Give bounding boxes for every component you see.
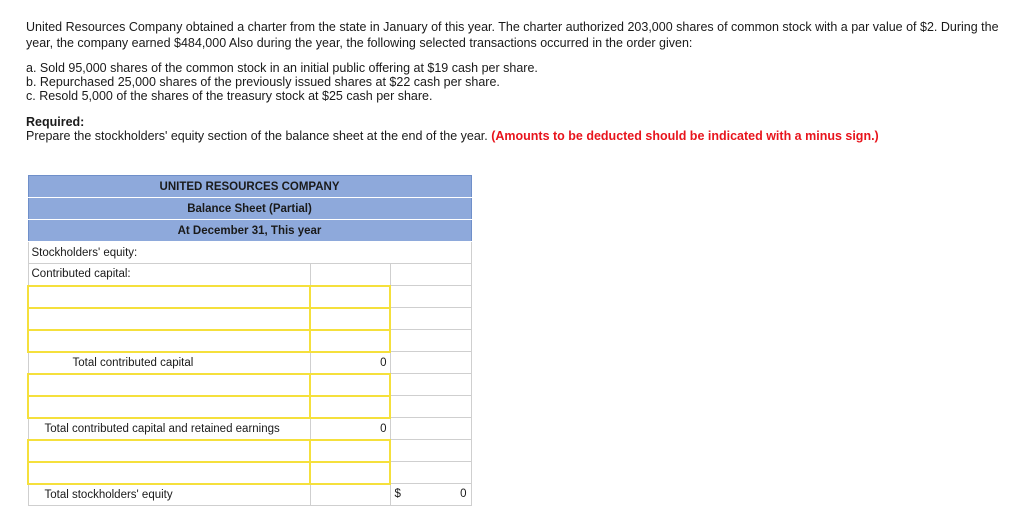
total-se-value: 0 (460, 488, 467, 500)
input-row-5 (28, 396, 471, 418)
empty-cell (390, 440, 471, 462)
header-row-company (28, 176, 471, 198)
account-input-3[interactable] (28, 330, 310, 352)
problem-intro: United Resources Company obtained a charter from the state in January of this year. The charter authorized 203,000 shares of common stock with a par value of $2. During the year, the company earned $484,000 Also during the year, the following selected transactions occurred in the order given: (26, 20, 999, 50)
stockholders-equity-label: Stockholders' equity: (28, 242, 471, 264)
input-row-1 (28, 286, 471, 308)
total-se-label: Total stockholders' equity (28, 484, 310, 506)
empty-cell (390, 374, 471, 396)
sheet-subtitle: Balance Sheet (Partial) (28, 198, 471, 220)
header-row-subtitle (28, 198, 471, 220)
header-row-date (28, 220, 471, 242)
amount-input-3[interactable] (310, 330, 390, 352)
transaction-c: c. Resold 5,000 of the shares of the treasury stock at $25 cash per share. (26, 89, 433, 103)
transactions-list (26, 61, 1021, 103)
empty-cell (390, 462, 471, 484)
account-input-7[interactable] (28, 462, 310, 484)
input-row-2 (28, 308, 471, 330)
amount-input-5[interactable] (310, 396, 390, 418)
account-input-6[interactable] (28, 440, 310, 462)
required-heading: Required: (26, 115, 85, 129)
account-input-4[interactable] (28, 374, 310, 396)
amount-input-1[interactable] (310, 286, 390, 308)
row-contributed-capital (28, 264, 471, 286)
empty-cell (390, 418, 471, 440)
empty-cell (310, 484, 390, 506)
required-instruction (26, 129, 1021, 144)
empty-cell (390, 352, 471, 374)
company-name: UNITED RESOURCES COMPANY (28, 176, 471, 198)
required-text: Prepare the stockholders' equity section of the balance sheet at the end of the year. (26, 129, 488, 143)
empty-cell (390, 308, 471, 330)
total-contributed-value: 0 (310, 352, 390, 374)
empty-cell (390, 330, 471, 352)
input-row-6 (28, 440, 471, 462)
total-cc-re-value: 0 (310, 418, 390, 440)
total-se-cell (390, 484, 471, 506)
sheet-date: At December 31, This year (28, 220, 471, 242)
row-stockholders-equity (28, 242, 471, 264)
amount-input-2[interactable] (310, 308, 390, 330)
transaction-a: a. Sold 95,000 shares of the common stock in an initial public offering at $19 cash per share. (26, 61, 538, 75)
total-cc-re-label: Total contributed capital and retained earnings (28, 418, 310, 440)
empty-cell (390, 264, 471, 286)
total-contributed-label: Total contributed capital (28, 352, 310, 374)
contributed-capital-label: Contributed capital: (28, 264, 310, 286)
row-total-contributed (28, 352, 471, 374)
required-note: (Amounts to be deducted should be indicated with a minus sign.) (491, 129, 879, 143)
empty-cell (390, 396, 471, 418)
account-input-1[interactable] (28, 286, 310, 308)
total-se-currency: $ (394, 488, 401, 500)
empty-cell (310, 264, 390, 286)
amount-input-4[interactable] (310, 374, 390, 396)
transaction-b: b. Repurchased 25,000 shares of the previously issued shares at $22 cash per share. (26, 75, 500, 89)
row-total-se (28, 484, 471, 506)
input-row-7 (28, 462, 471, 484)
problem-statement (26, 19, 1021, 144)
balance-sheet-table (27, 175, 472, 506)
input-row-3 (28, 330, 471, 352)
row-total-cc-re (28, 418, 471, 440)
account-input-5[interactable] (28, 396, 310, 418)
account-input-2[interactable] (28, 308, 310, 330)
input-row-4 (28, 374, 471, 396)
amount-input-7[interactable] (310, 462, 390, 484)
amount-input-6[interactable] (310, 440, 390, 462)
empty-cell (390, 286, 471, 308)
